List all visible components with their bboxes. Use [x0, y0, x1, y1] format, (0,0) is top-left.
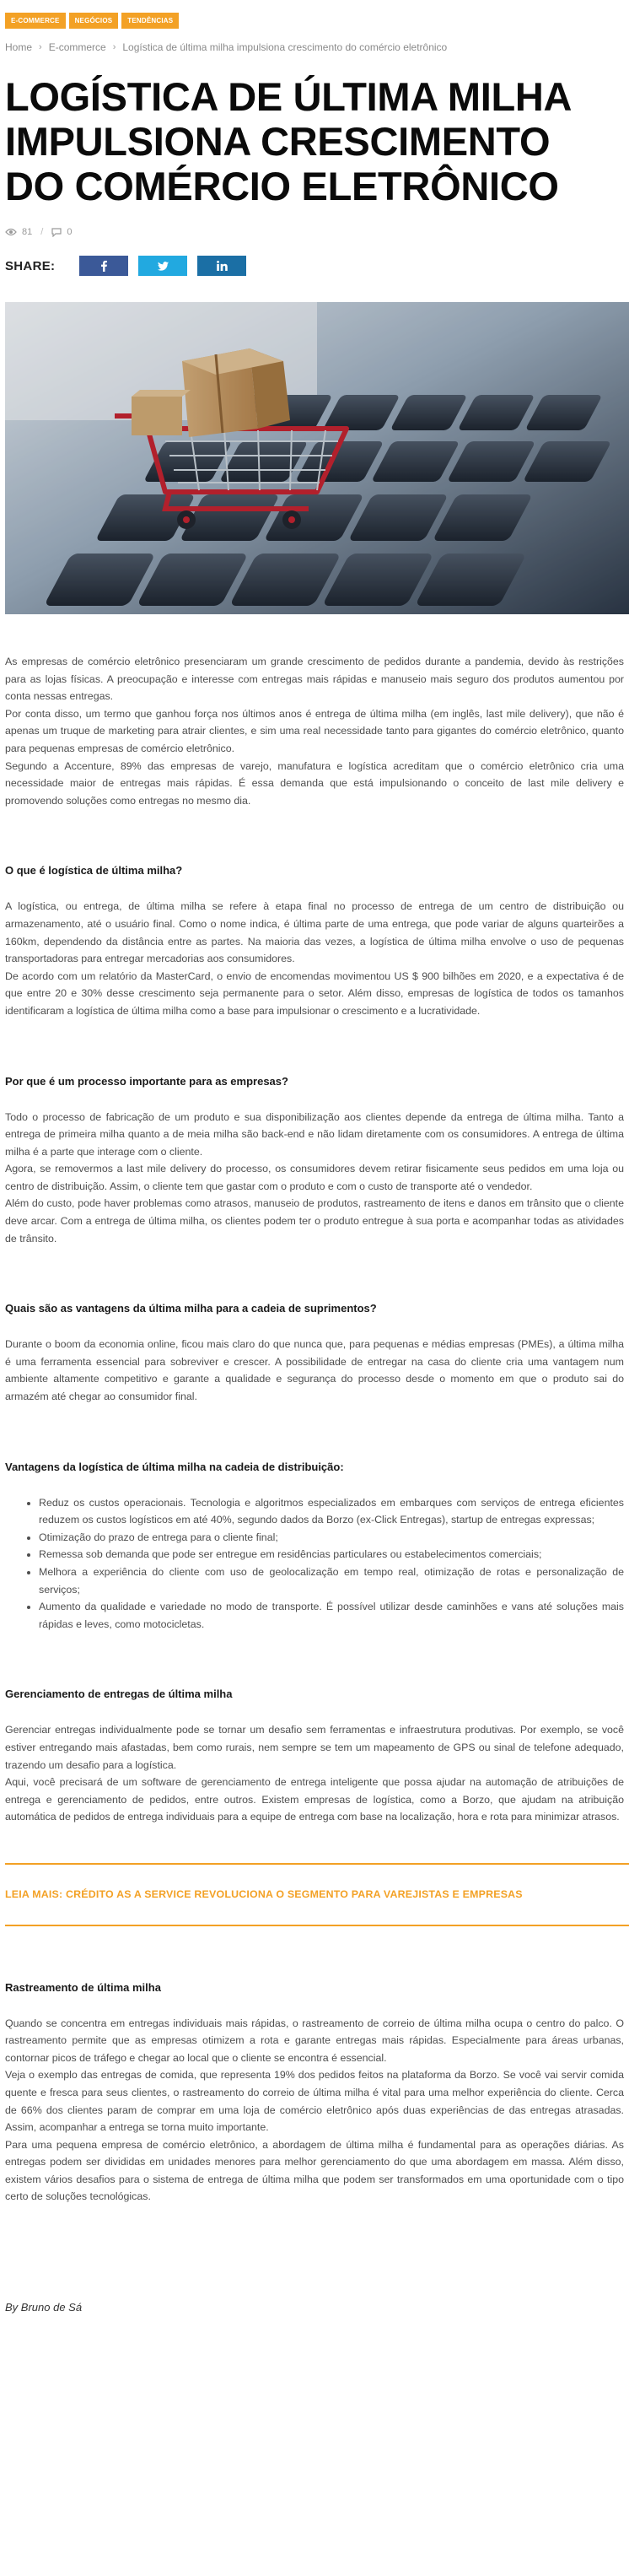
section-heading: Rastreamento de última milha [5, 1980, 161, 1994]
paragraph: De acordo com um relatório da MasterCard, o envio de encomendas movimentou US $ 900 bilhões em 2020, e a expectativa é de que entre 20 e 30% desse crescimento seja permanente para o setor. Além disso, empresas de logística de todos os tamanhos identificaram a logística de última milha como a base para impulsionar o crescimento e a lucratividade. [5, 969, 624, 1017]
meta-divider: / [40, 227, 44, 237]
comment-icon[interactable] [51, 228, 62, 237]
breadcrumb [5, 41, 624, 53]
breadcrumb-current: Logística de última milha impulsiona crescimento do comércio eletrônico [122, 41, 448, 53]
spacer [5, 1476, 624, 1494]
spacer [5, 1247, 624, 1300]
related-article-link[interactable]: LEIA MAIS: CRÉDITO AS A SERVICE REVOLUCIONA O SEGMENTO PARA VAREJISTAS E EMPRESAS [5, 1887, 523, 1900]
article-body [5, 653, 624, 2317]
chevron-right-icon: › [112, 42, 116, 52]
facebook-icon [101, 261, 107, 272]
post-meta [5, 227, 624, 237]
linkedin-icon [217, 261, 228, 271]
advantages-list [39, 1494, 624, 1634]
paragraph: As empresas de comércio eletrônico presenciaram um grande crescimento de pedidos durante a pandemia, devido às restrições para as lojas físicas. A preocupação e interesse com entregas mais rápidas e manuseio mais seguro dos produtos aumentou por conta nessas entregas. [5, 656, 624, 703]
paragraph: Veja o exemplo das entregas de comida, que representa 19% dos pedidos feitos na plataforma da Borzo. Se você vai servir comida quente e fresca para seus clientes, o rastreamento do correio de última milha é vital para uma melhor experiência do cliente. Cerca de 66% dos clientes param de comprar em uma loja de comércio eletrônico após duas experiências de das entregas atrasadas. Assim, acompanhar a entrega se torna muito importante. [5, 2069, 624, 2134]
list-item: • Otimização do prazo de entrega para o cliente final; [39, 1529, 624, 1547]
paragraph: Gerenciar entregas individualmente pode se tornar um desafio sem ferramentas e infraestrutura produtivas. Por exemplo, se você estiver entregando mais afastadas, bem como rurais, nem sempre se tem um mapeamento de GPS ou sinal de telefone adequado, trazendo um desafio para a logística. [5, 1724, 624, 1771]
breadcrumb-section[interactable]: E-commerce [48, 41, 106, 53]
paragraph: Todo o processo de fabricação de um produto e sua disponibilização aos clientes depende da entrega de última milha. Tanto a entrega de primeira milha quanto a de meia milha são back-end e não lidam diretamente com os consumidores. A entrega de última milha é a parte que interage com o cliente. [5, 1110, 624, 1158]
paragraph: Quando se concentra em entregas individuais mais rápidas, o rastreamento de correio de última milha ocupa o centro do palco. O rastreamento permite que as empresas otimizem a rota e garante entregas mais rápidas. Especialmente para áreas urbanas, contornar picos de tráfego e chegar ao local que o cliente se encontra é essencial. [5, 2017, 624, 2064]
paragraph: Durante o boom da economia online, ficou mais claro do que nunca que, para pequenas e médias empresas (PMEs), a última milha é uma ferramenta essencial para sobreviver e crescer. A possibilidade de entregar na casa do cliente cria uma vantagem num ambiente altamente competitivo e garante a qualidade e segurança do processo desde o momento em que o produto sai do armazém até chegar ao consumidor final. [5, 1338, 624, 1403]
list-item: • Remessa sob demanda que pode ser entregue em residências particulares ou estabelecimentos comerciais; [39, 1546, 624, 1563]
list-item: • Melhora a experiência do cliente com uso de geolocalização em tempo real, otimização de rotas e personalização de serviços; [39, 1563, 624, 1598]
spacer [5, 1926, 624, 1979]
spacer [5, 1090, 624, 1109]
breadcrumb-home[interactable]: Home [5, 41, 33, 53]
spacer [5, 879, 624, 898]
list-item: • Reduz os custos operacionais. Tecnologia e algoritmos especializados em embarques com serviços de entrega eficientes reduzem os custos logísticos em até 40%, segundo dados da Borzo (ex-Click Entregas), startup de entregas expressas; [39, 1494, 624, 1529]
twitter-icon [158, 262, 169, 271]
share-label: SHARE: [5, 258, 56, 273]
spacer [5, 1996, 624, 2015]
paragraph: Para uma pequena empresa de comércio eletrônico, a abordagem de última milha é fundamental para as operações diárias. As entregas podem ser divididas em unidades menores para melhor gerenciamento do que uma abordagem em massa. Além disso, existem vários desafios para o sistema de entrega de última milha que podem ser transformados em uma oportunidade com o tipo certo de soluções tecnológicas. [5, 2138, 624, 2203]
share-facebook-button[interactable] [79, 256, 128, 276]
related-article [5, 1865, 624, 1925]
section-heading: Gerenciamento de entregas de última milha [5, 1688, 233, 1701]
spacer [5, 1406, 624, 1459]
hero-image [5, 302, 629, 614]
section-heading: O que é logística de última milha? [5, 864, 183, 878]
section-heading: Por que é um processo importante para as empresas? [5, 1074, 288, 1088]
paragraph: Por conta disso, um termo que ganhou força nos últimos anos é entrega de última milha (em inglês, last mile delivery), que não é apenas um truque de marketing para atrair clientes, e sim uma real necessidade tanto para gigantes do comércio eletrônico, quanto para pequenas empresas de comércio eletrônico. [5, 707, 624, 754]
author-byline: By Bruno de Sá [5, 2301, 83, 2314]
page-title: LOGÍSTICA DE ÚLTIMA MILHA IMPULSIONA CRESCIMENTO DO COMÉRCIO ELETRÔNICO [5, 74, 571, 208]
spacer [5, 1703, 624, 1721]
list-item: • Aumento da qualidade e variedade no modo de transporte. É possível utilizar desde caminhões e vans até soluções mais rápidas e leves, como motocicletas. [39, 1598, 624, 1633]
share-twitter-button[interactable] [138, 256, 187, 276]
comment-count[interactable]: 0 [67, 227, 73, 237]
paragraph: Além do custo, pode haver problemas como atrasos, manuseio de produtos, rastreamento de itens e danos em trânsito que o cliente deve arcar. Com a entrega de última milha, os clientes podem ter o produto entregue à sua porta e acompanhar todas as atividades de trânsito. [5, 1197, 624, 1245]
spacer [5, 1826, 624, 1863]
category-tags [5, 0, 624, 29]
paragraph: Segundo a Accenture, 89% das empresas de varejo, manufatura e logística acreditam que o comércio eletrônico cria uma necessidade maior de entregas mais rápidas. É essa demanda que está impulsionando o conceito de last mile delivery e promovendo soluções como entregas no mesmo dia. [5, 759, 624, 807]
spacer [5, 1020, 624, 1073]
spacer [5, 1317, 624, 1336]
section-heading: Quais são as vantagens da última milha para a cadeia de suprimentos? [5, 1302, 377, 1315]
category-tag-negocios[interactable]: NEGÓCIOS [69, 13, 119, 29]
share-bar [5, 256, 624, 276]
category-tag-tendencias[interactable]: TENDÊNCIAS [121, 13, 179, 29]
chevron-right-icon: › [39, 42, 42, 52]
eye-icon [5, 228, 17, 236]
section-heading: Vantagens da logística de última milha na cadeia de distribuição: [5, 1460, 344, 1473]
paragraph: Agora, se removermos a last mile delivery do processo, os consumidores devem retirar fisicamente seus pedidos em uma loja ou centro de distribuição. Assim, o cliente tem que gastar com o produto e com o custo de transporte até o vendedor. [5, 1163, 624, 1192]
spacer [5, 1633, 624, 1686]
paragraph: Aqui, você precisará de um software de gerenciamento de entrega inteligente que possa ajudar na automação de atribuições de entrega e gerenciamento de pedidos, entre outros. Existem empresas de logística, como a Borzo, que ajudam na atribuição automática de pedidos de entrega individuais para a equipe de entrega com base na localização, hora e rota para minimizar atrasos. [5, 1776, 624, 1823]
share-linkedin-button[interactable] [197, 256, 246, 276]
category-tag-ecommerce[interactable]: E-COMMERCE [5, 13, 66, 29]
paragraph: A logística, ou entrega, de última milha se refere à etapa final no processo de entrega de um centro de distribuição ou armazenamento, até o usuário final. Como o nome indica, é última parte de uma entrega, que pode variar de alguns quarteirões a 160km, dependendo da distância entre as partes. Na maioria das vezes, a logística de última milha envolve o uso de pequenas transportadoras para entregar mercadorias aos consumidores. [5, 900, 624, 965]
spacer [5, 809, 624, 862]
view-count: 81 [22, 227, 33, 237]
